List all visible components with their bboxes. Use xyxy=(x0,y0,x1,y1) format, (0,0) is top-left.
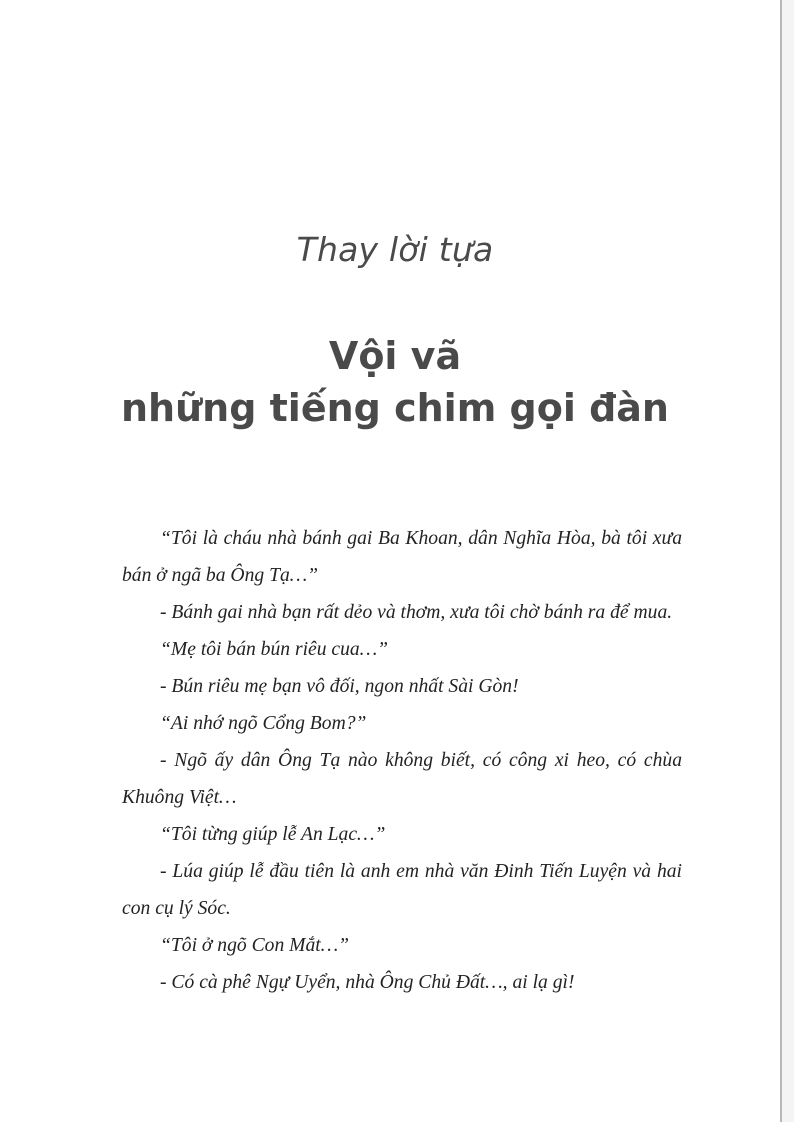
paragraph-9: “Tôi ở ngõ Con Mắt…” xyxy=(160,935,350,956)
paragraph-5: “Ai nhớ ngõ Cổng Bom?” xyxy=(160,713,367,734)
paragraph-10: - Có cà phê Ngự Uyển, nhà Ông Chủ Đất…, ai lạ gì! xyxy=(160,972,575,993)
right-margin xyxy=(782,0,794,1122)
chapter-title-line-2: những tiếng chim gọi đàn xyxy=(121,386,669,430)
paragraph-1: “Tôi là cháu nhà bánh gai Ba Khoan, dân Nghĩa Hòa, bà tôi xưa bán ở ngã ba Ông Tạ…” xyxy=(122,528,682,586)
chapter-title-line-1: Vội vã xyxy=(328,334,462,378)
chapter-kicker: Thay lời tựa xyxy=(296,230,494,269)
paragraph-6: - Ngõ ấy dân Ông Tạ nào không biết, có công xi heo, có chùa Khuông Việt… xyxy=(122,750,682,808)
paragraph-4: - Bún riêu mẹ bạn vô đối, ngon nhất Sài Gòn! xyxy=(160,676,519,697)
chapter-title xyxy=(0,330,790,434)
paragraph-2: - Bánh gai nhà bạn rất dẻo và thơm, xưa tôi chờ bánh ra để mua. xyxy=(160,602,673,623)
paragraph-8: - Lúa giúp lễ đầu tiên là anh em nhà văn Đinh Tiến Luyện và hai con cụ lý Sóc. xyxy=(122,861,682,919)
body-text xyxy=(122,520,682,1001)
paragraph-7: “Tôi từng giúp lễ An Lạc…” xyxy=(160,824,386,845)
paragraph-3: “Mẹ tôi bán bún riêu cua…” xyxy=(160,639,389,660)
